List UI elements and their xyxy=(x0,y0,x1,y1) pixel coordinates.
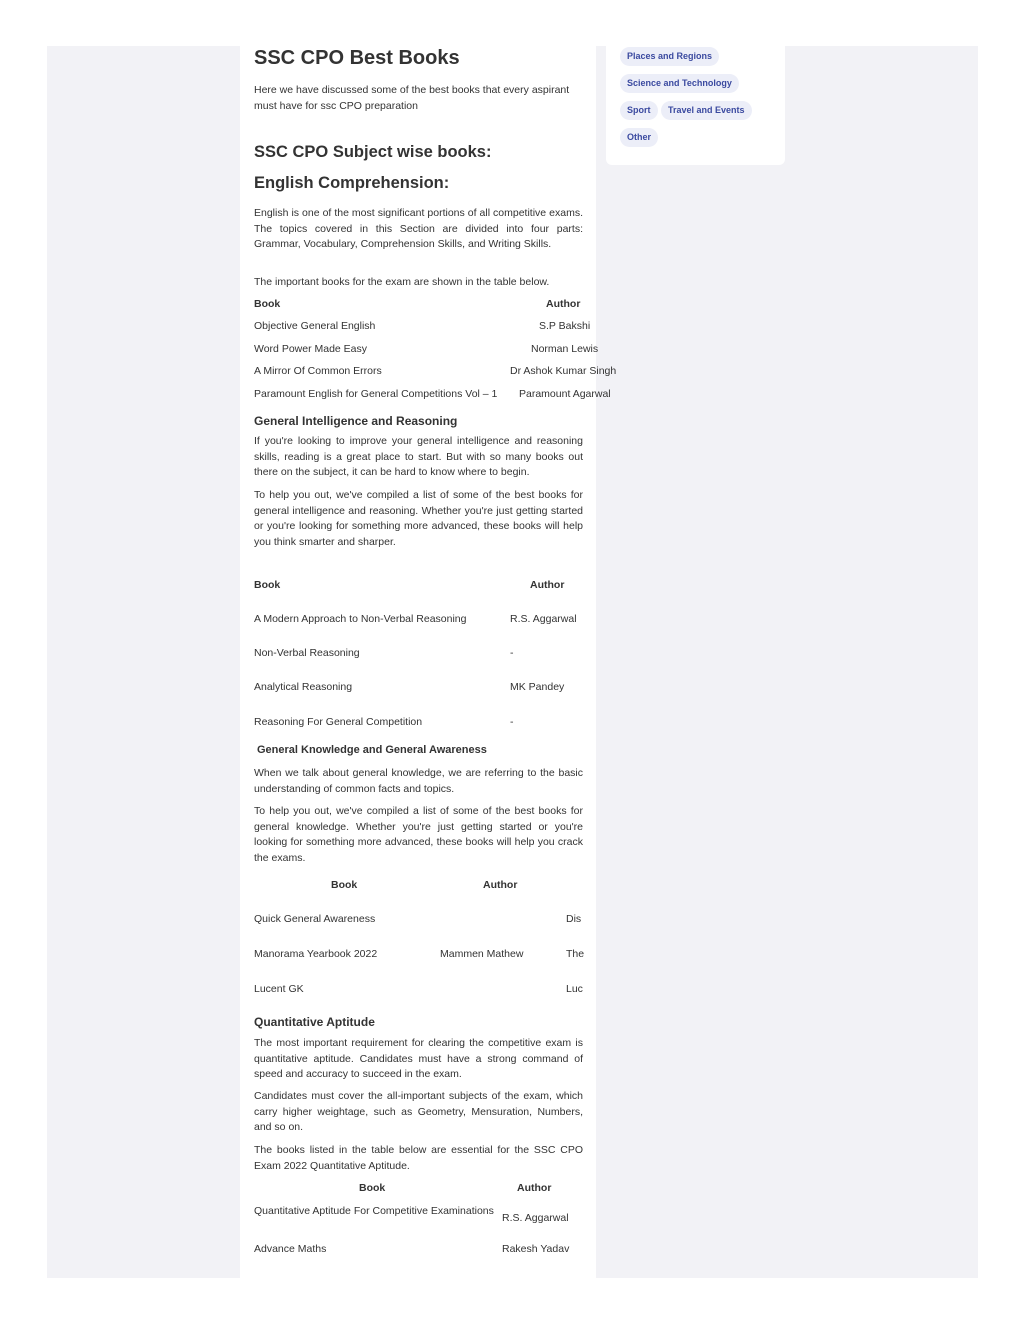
book-cell: Quick General Awareness xyxy=(254,913,376,925)
page-title: SSC CPO Best Books xyxy=(254,47,460,69)
publisher-cell: Dis xyxy=(566,913,582,925)
sidebar-tags-card xyxy=(606,46,785,165)
subject-wise-heading: SSC CPO Subject wise books: xyxy=(254,143,492,161)
gk-paragraph-2: To help you out, we've compiled a list of some of the best books for general knowledge. Whether you're just getting started or you're looking for something more advanced, these books will help you crack the exams. xyxy=(254,805,583,864)
table-row xyxy=(254,388,614,404)
english-table-header xyxy=(254,298,614,314)
reasoning-table-header xyxy=(254,579,614,595)
table-row xyxy=(254,681,614,697)
author-column-header: Author xyxy=(530,579,565,591)
table-row xyxy=(254,1204,614,1236)
table-row xyxy=(254,913,614,929)
book-cell: Analytical Reasoning xyxy=(254,681,353,693)
gk-paragraph-1: When we talk about general knowledge, we are referring to the basic understanding of common facts and topics. xyxy=(254,767,583,795)
author-cell: Paramount Agarwal xyxy=(519,388,611,400)
book-cell: Paramount English for General Competitions Vol – 1 xyxy=(254,388,498,400)
book-cell: Quantitative Aptitude For Competitive Examinations xyxy=(254,1205,494,1217)
book-cell: Reasoning For General Competition xyxy=(254,716,423,728)
author-column-header: Author xyxy=(517,1182,552,1194)
tag-sport[interactable]: Sport xyxy=(620,101,658,120)
english-heading: English Comprehension: xyxy=(254,174,450,192)
table-row xyxy=(254,1243,614,1259)
table-row xyxy=(254,716,614,732)
author-cell: Mammen Mathew xyxy=(440,948,524,960)
book-column-header: Book xyxy=(331,879,358,891)
author-cell: MK Pandey xyxy=(510,681,565,693)
reasoning-paragraph-2: To help you out, we've compiled a list of some of the best books for general intelligence and reasoning. Whether you're just getting started or you're looking for something more advanced, these books will help you think smarter and sharper. xyxy=(254,489,583,548)
quant-table-header xyxy=(254,1182,614,1198)
book-cell: A Modern Approach to Non-Verbal Reasoning xyxy=(254,613,467,625)
gk-heading: General Knowledge and General Awareness xyxy=(257,744,487,756)
tag-other[interactable]: Other xyxy=(620,128,658,147)
author-cell: S.P Bakshi xyxy=(539,320,591,332)
intro-paragraph: Here we have discussed some of the best books that every aspirant must have for ssc CPO preparation xyxy=(254,84,570,112)
article-column xyxy=(240,46,617,1278)
english-paragraph-2: The important books for the exam are shown in the table below. xyxy=(254,276,550,288)
book-column-header: Book xyxy=(254,298,281,310)
table-row xyxy=(254,948,614,964)
book-cell: A Mirror Of Common Errors xyxy=(254,365,382,377)
book-cell: Objective General English xyxy=(254,320,376,332)
quant-heading: Quantitative Aptitude xyxy=(254,1015,375,1029)
quant-paragraph-3: The books listed in the table below are essential for the SSC CPO Exam 2022 Quantitative Aptitude. xyxy=(254,1144,583,1172)
quant-paragraph-2: Candidates must cover the all-important subjects of the exam, which carry higher weightage, such as Geometry, Mensuration, Numbers, and so on. xyxy=(254,1090,583,1133)
author-cell: R.S. Aggarwal xyxy=(510,613,577,625)
publisher-cell: The xyxy=(566,948,585,960)
tag-places-and-regions[interactable]: Places and Regions xyxy=(620,47,719,66)
book-column-header: Book xyxy=(359,1182,386,1194)
table-row xyxy=(254,343,614,359)
author-column-header: Author xyxy=(483,879,518,891)
author-cell: Norman Lewis xyxy=(531,343,599,355)
quant-paragraph-1: The most important requirement for clearing the competitive exam is quantitative aptitude. Candidates must have a strong command of speed and accuracy to succeed in the exam. xyxy=(254,1037,583,1080)
book-cell: Word Power Made Easy xyxy=(254,343,368,355)
reasoning-paragraph-1: If you're looking to improve your general intelligence and reasoning skills, reading is a great place to start. But with so many books out there on the subject, it can be hard to know where to begin. xyxy=(254,435,583,478)
gk-table-header xyxy=(254,879,614,895)
book-cell: Manorama Yearbook 2022 xyxy=(254,948,378,960)
tag-travel-and-events[interactable]: Travel and Events xyxy=(661,101,752,120)
author-cell: Rakesh Yadav xyxy=(502,1243,570,1255)
author-cell: Dr Ashok Kumar Singh xyxy=(510,365,617,377)
publisher-cell: Luc xyxy=(566,983,583,995)
english-paragraph-1: English is one of the most significant portions of all competitive exams. The topics covered in this Section are divided into four parts: Grammar, Vocabulary, Comprehension Skills, and Writing Skills. xyxy=(254,207,583,250)
table-row xyxy=(254,983,614,999)
book-cell: Advance Maths xyxy=(254,1243,327,1255)
table-row xyxy=(254,613,614,629)
book-cell: Lucent GK xyxy=(254,983,304,995)
tag-science-and-technology[interactable]: Science and Technology xyxy=(620,74,739,93)
table-row xyxy=(254,647,614,663)
table-row xyxy=(254,320,614,336)
book-column-header: Book xyxy=(254,579,281,591)
author-cell: R.S. Aggarwal xyxy=(502,1212,569,1224)
author-cell: - xyxy=(510,647,514,659)
table-row xyxy=(254,365,617,381)
book-cell: Non-Verbal Reasoning xyxy=(254,647,360,659)
reasoning-heading: General Intelligence and Reasoning xyxy=(254,414,458,428)
author-cell: - xyxy=(510,716,514,728)
author-column-header: Author xyxy=(546,298,581,310)
